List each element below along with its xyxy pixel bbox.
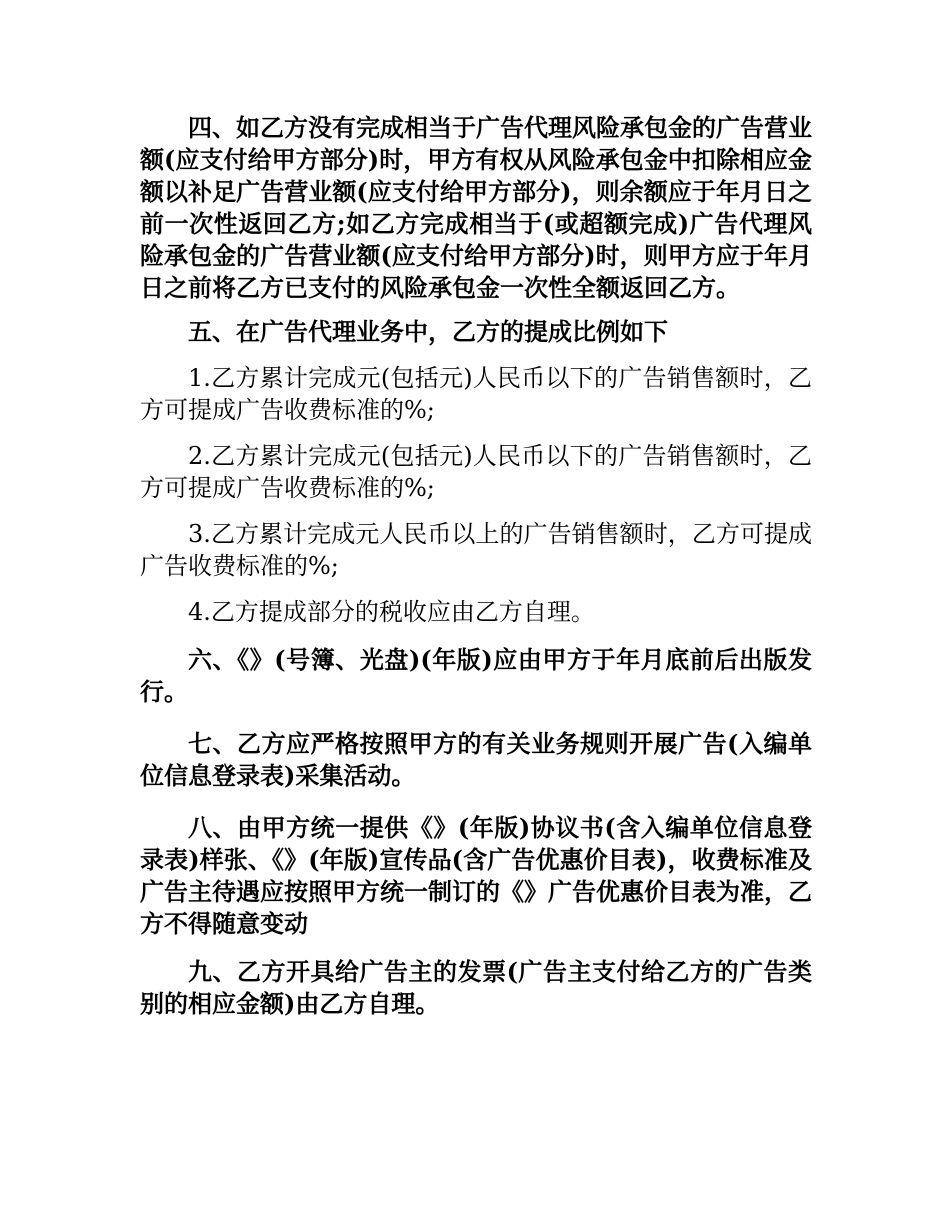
clause-5-heading: 五、在广告代理业务中，乙方的提成比例如下	[188, 317, 668, 346]
clause-4-paragraph: 四、如乙方没有完成相当于广告代理风险承包金的广告营业额(应支付给甲方部分)时，甲方有权从风险承包金中扣除相应金额以补足广告营业额(应支付给甲方部分)，则余额应于年月日之前一次性返回乙方;如乙方完成相当于(或超额完成)广告代理风险承包金的广告营业额(应支付给甲方部分)时，则甲方应于年月日之前将乙方已支付的风险承包金一次性全额返回乙方。	[140, 113, 812, 302]
clause-6-paragraph: 六、《》(号簿、光盘)(年版)应由甲方于年月底前后出版发行。	[140, 645, 812, 706]
clause-5-item-2: 2.乙方累计完成元(包括元)人民币以下的广告销售额时，乙方可提成广告收费标准的%;	[140, 442, 812, 502]
document-page	[140, 112, 812, 1020]
clause-5-item-1: 1.乙方累计完成元(包括元)人民币以下的广告销售额时，乙方可提成广告收费标准的%;	[140, 364, 812, 424]
clause-5-item-3: 3.乙方累计完成元人民币以上的广告销售额时，乙方可提成广告收费标准的%;	[140, 520, 812, 580]
clause-8-paragraph: 八、由甲方统一提供《》(年版)协议书(含入编单位信息登录表)样张、《》(年版)宣传品(含广告优惠价目表)，收费标准及广告主待遇应按照甲方统一制订的《》广告优惠价目表为准，乙方不得随意变动	[140, 813, 812, 938]
clause-7-paragraph: 七、乙方应严格按照甲方的有关业务规则开展广告(入编单位信息登录表)采集活动。	[140, 729, 812, 790]
clause-5-item-4: 4.乙方提成部分的税收应由乙方自理。	[188, 598, 595, 626]
clause-9-paragraph: 九、乙方开具给广告主的发票(广告主支付给乙方的广告类别的相应金额)由乙方自理。	[140, 957, 812, 1018]
